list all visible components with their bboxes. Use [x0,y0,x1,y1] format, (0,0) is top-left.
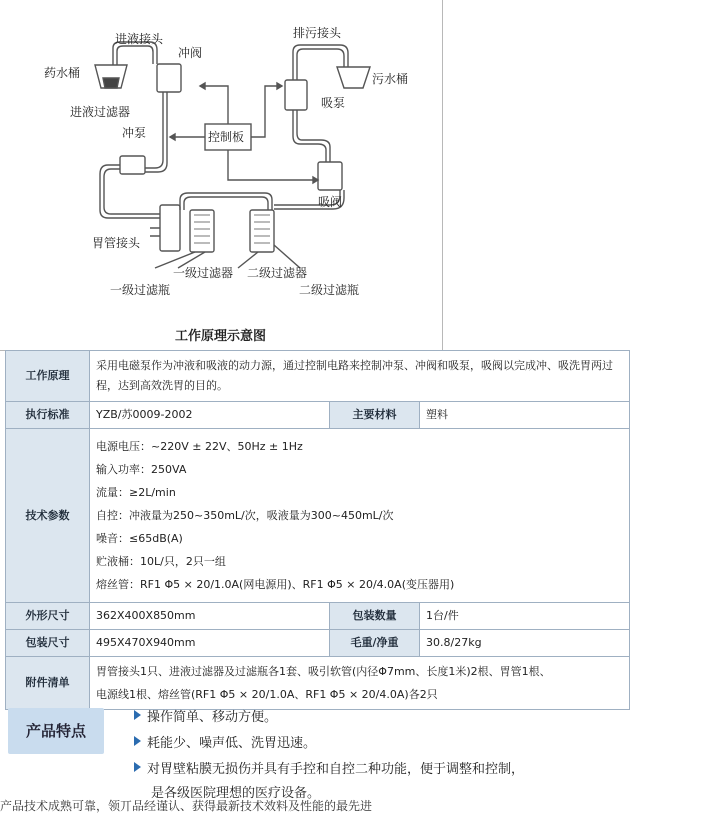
feature-text: 对胃壁粘膜无损伤并具有手控和自控二种功能，便于调整和控制， [147,762,525,777]
spec-value-principle: 采用电磁泵作为冲液和吸液的动力源，通过控制电路来控制冲泵、冲阀和吸泵，吸阀以完成冲、吸洗胃两过程，达到高效洗胃的目的。 [90,351,630,402]
spec-value-material: 塑料 [420,402,630,429]
label-flush-valve: 冲阀 [178,46,203,60]
label-inlet-filter: 进液过滤器 [70,105,131,119]
accessories-line: 电源线1根、熔丝管(RF1 Φ5 × 20/1.0A、RF1 Φ5 × 20/4.0A)各2只 [96,688,438,701]
product-features [0,700,705,805]
spec-header-material: 主要材料 [330,402,420,429]
suction-pump-shape [285,80,307,110]
feature-item [134,706,277,725]
label-control-board: 控制板 [208,130,245,144]
spec-header-weight: 毛重/净重 [330,630,420,657]
tech-line: 熔丝管：RF1 Φ5 × 20/1.0A(网电源用)、RF1 Φ5 × 20/4.0A(变压器用) [96,578,455,591]
spec-value-pack-qty: 1台/件 [420,603,630,630]
spec-row-standard [6,402,630,429]
label-stomach-tube-joint: 胃管接头 [92,236,141,250]
flush-valve-shape [157,64,181,92]
spec-row-principle [6,351,630,402]
label-waste-bucket: 污水桶 [372,72,409,86]
spec-row-pack-size [6,630,630,657]
accessories-line: 胃管接头1只、进液过滤器及过滤瓶各1套、吸引软管(内径Φ7mm、长度1米)2根、胃管1根、 [96,665,551,678]
feature-text: 操作简单、移动方便。 [147,710,278,725]
stomach-tube-joint-shape [160,205,180,251]
diagram-graphic [0,0,442,350]
spec-header-standard: 执行标准 [6,402,90,429]
spec-value-standard: YZB/苏0009-2002 [90,402,330,429]
spec-header-principle: 工作原理 [6,351,90,402]
tech-line: 贮液桶：10L/只，2只一组 [96,555,226,568]
feature-item-continued: 是各级医院理想的医疗设备。 [151,786,321,801]
spec-header-size: 外形尺寸 [6,603,90,630]
label-secondary-filter: 二级过滤器 [247,266,308,280]
diagram-caption: 工作原理示意图 [175,329,267,344]
label-suction-pump: 吸泵 [321,96,346,110]
triangle-bullet-icon [134,762,141,772]
feature-item [134,758,524,777]
primary-filter-shape [190,210,214,252]
flush-pump-shape [120,156,145,174]
suction-valve-shape [318,162,342,190]
triangle-bullet-icon [134,736,141,746]
triangle-bullet-icon [134,710,141,720]
spec-header-pack-size: 包装尺寸 [6,630,90,657]
spec-value-size: 362X400X850mm [90,603,330,630]
label-medicine-bucket: 药水桶 [44,66,81,80]
spec-header-tech: 技术参数 [6,429,90,603]
working-principle-diagram [0,0,443,351]
label-primary-filter: 一级过滤器 [173,266,234,280]
feature-text: 耗能少、噪声低、洗胃迅速。 [147,736,317,751]
tech-line: 自控：冲液量为250~350mL/次，吸液量为300~450mL/次 [96,509,394,522]
feature-item [134,732,316,751]
spec-header-accessories: 附件清单 [6,657,90,710]
spec-header-pack-qty: 包装数量 [330,603,420,630]
cut-off-text: 产品技术成熟可靠，领丌品经谨认、获得最新技术效料及性能的最先进 [0,799,373,813]
tech-line: 流量：≥2L/min [96,486,176,499]
tech-line: 噪音：≤65dB(A) [96,532,183,545]
label-primary-filter-bottle: 一级过滤瓶 [110,283,171,297]
spec-value-pack-size: 495X470X940mm [90,630,330,657]
spec-row-size [6,603,630,630]
label-suction-valve: 吸阀 [318,195,343,209]
waste-bucket-shape [337,67,370,88]
spec-row-tech [6,429,630,603]
secondary-filter-shape [250,210,274,252]
spec-value-weight: 30.8/27kg [420,630,630,657]
spec-table [5,350,630,710]
tech-line: 电源电压：~220V ± 22V、50Hz ± 1Hz [96,440,303,453]
label-flush-pump: 冲泵 [122,126,147,140]
label-secondary-filter-bottle: 二级过滤瓶 [299,283,360,297]
features-title: 产品特点 [8,708,104,754]
spec-value-tech [90,429,630,603]
label-drain-joint: 排污接头 [293,26,342,40]
label-inlet-joint: 进液接头 [115,32,164,46]
tech-line: 输入功率：250VA [96,463,187,476]
